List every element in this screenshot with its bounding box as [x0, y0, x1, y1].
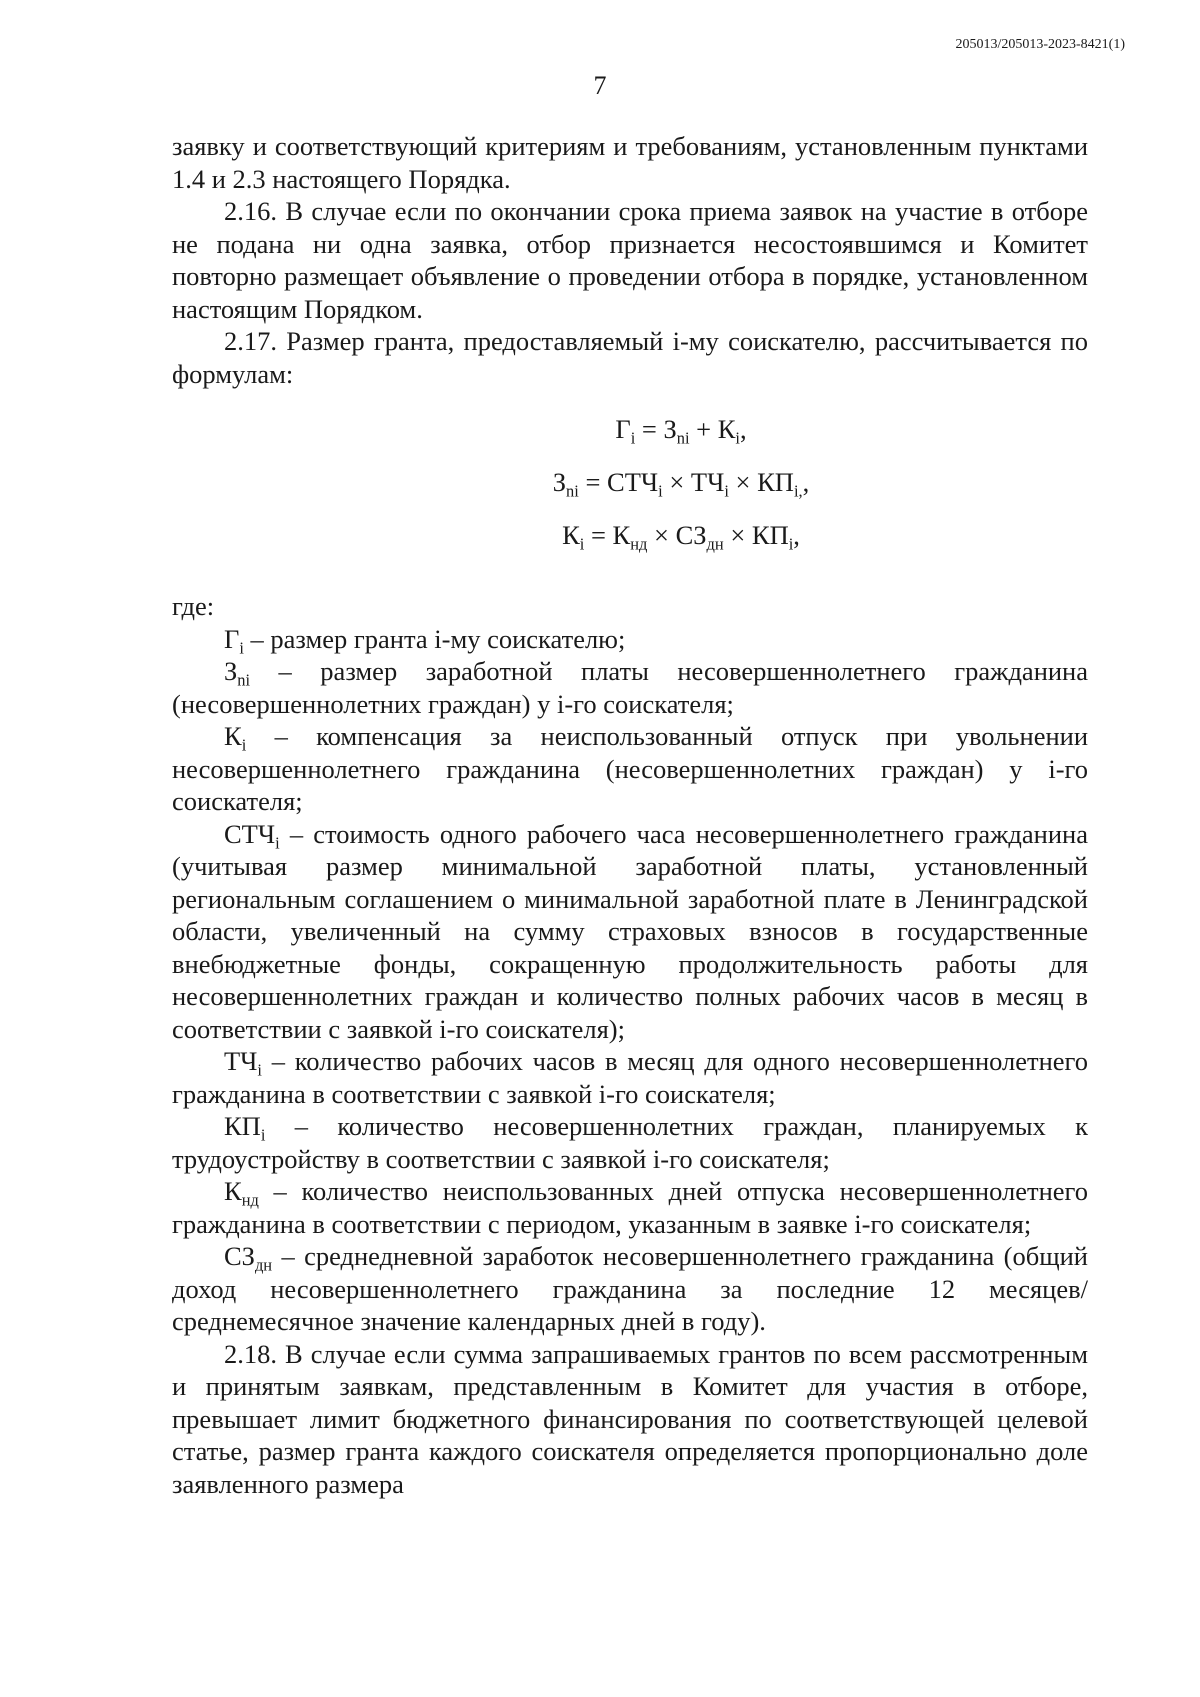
- paragraph-2-16: 2.16. В случае если по окончании срока приема заявок на участие в отборе не подана ни одна заявка, отбор признается несостоявшимся и Комитет повторно размещает объявление о проведении отбора в порядке, установленном настоящим Порядком.: [172, 196, 1088, 324]
- definition-item: $К_{нд}$ – количество неиспользованных дней отпуска несовершеннолетнего гражданина в соответствии с периодом, указанным в заявке i-го соискателя;: [172, 1176, 1088, 1239]
- formula-grant: $Г_i = З_{ni} + К_i$,: [615, 414, 747, 448]
- formula-salary: $З_{ni} = СТЧ_i \times ТЧ_i \times КП_{i,}$,: [552, 467, 810, 501]
- definition-item: $З_{ni}$ – размер заработной платы несовершеннолетнего гражданина (несовершеннолетних граждан) у i-го соискателя;: [172, 656, 1088, 719]
- paragraph-2-17: 2.17. Размер гранта, предоставляемый i-му соискателю, рассчитывается по формулам:: [172, 326, 1088, 389]
- page-number: 7: [593, 71, 607, 100]
- definition-item: $КП_i$ – количество несовершеннолетних граждан, планируемых к трудоустройству в соответствии с заявкой i-го соискателя;: [172, 1111, 1088, 1174]
- document-body: [172, 130, 1088, 1500]
- paragraph-2-18: 2.18. В случае если сумма запрашиваемых грантов по всем рассмотренным и принятым заявкам, представленным в Комитет для участия в отборе, превышает лимит бюджетного финансирования по соответствующей целевой статье, размер гранта каждого соискателя определяется пропорционально доле заявленного размера: [172, 1338, 1088, 1499]
- definition-item: $ТЧ_i$ – количество рабочих часов в месяц для одного несовершеннолетнего гражданина в соответствии с заявкой i-го соискателя;: [172, 1046, 1088, 1109]
- paragraph-continuation: заявку и соответствующий критериям и требованиям, установленным пунктами 1.4 и 2.3 настоящего Порядка.: [172, 131, 1088, 194]
- definition-item: $Г_i$ – размер гранта i-му соискателю;: [224, 623, 626, 657]
- formula-block: [172, 413, 1088, 572]
- definition-item: $СЗ_{дн}$ – среднедневной заработок несовершеннолетнего гражданина (общий доход несовершеннолетнего гражданина за последние 12 месяцев/среднемесячное значение календарных дней в году).: [172, 1241, 1088, 1336]
- definition-item: $К_i$ – компенсация за неиспользованный отпуск при увольнении несовершеннолетнего гражданина (несовершеннолетних граждан) у i-го соискателя;: [172, 721, 1088, 816]
- document-id: 205013/205013-2023-8421(1): [955, 37, 1125, 52]
- where-label: где:: [172, 591, 215, 621]
- definition-item: $СТЧ_i$ – стоимость одного рабочего часа несовершеннолетнего гражданина (учитывая размер минимальной заработной платы, установленный региональным соглашением о минимальной заработной плате в Ленинградской области, увеличенный на сумму страховых взносов в государственные внебюджетные фонды, сокращенную продолжительность работы для несовершеннолетних граждан и количество полных рабочих часов в месяц в соответствии с заявкой i-го соискателя);: [172, 818, 1088, 1044]
- formula-compensation: $К_i = К_{нд} \times СЗ_{дн} \times КП_i$,: [562, 520, 800, 554]
